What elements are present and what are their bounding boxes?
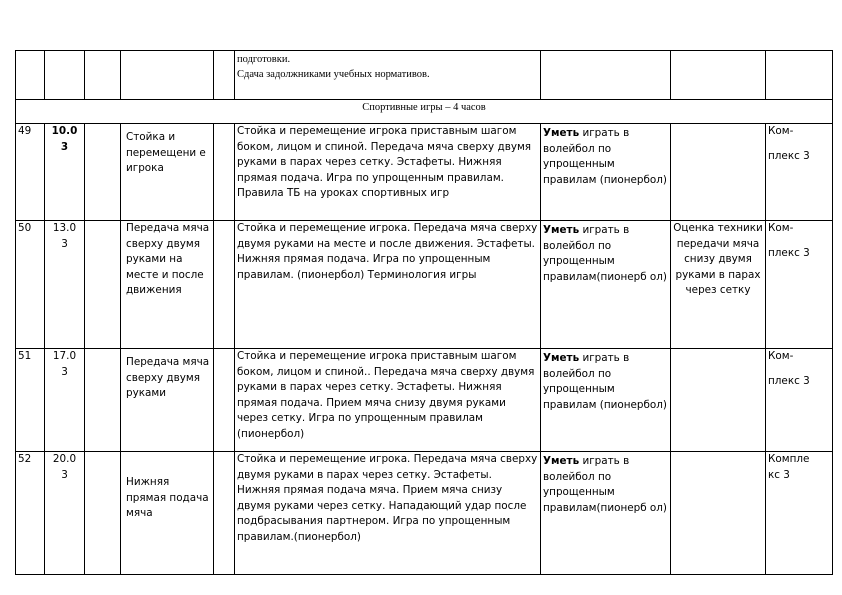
lesson-homework xyxy=(766,124,833,221)
lesson-number: 52 xyxy=(16,452,45,575)
cell-empty xyxy=(766,51,833,100)
lesson-content: Стойка и перемещение игрока. Передача мяча сверху двумя руками на месте и после движения. Эстафеты. Нижняя прямая подача. Игра по упрощенным правилам. (пионербол) Терминология игры xyxy=(235,221,541,349)
cell-empty xyxy=(214,51,235,100)
section-title: Спортивные игры – 4 часов xyxy=(16,100,833,124)
lesson-number: 50 xyxy=(16,221,45,349)
homework-line-1: Ком- xyxy=(768,350,794,362)
homework-line-2: плекс 3 xyxy=(768,374,810,387)
cell-empty xyxy=(214,452,235,575)
lesson-topic-cell xyxy=(121,124,214,221)
table-row xyxy=(16,452,833,575)
lesson-content: Стойка и перемещение игрока приставным шагом боком, лицом и спиной.. Передача мяча сверху двумя руками в парах через сетку. Эстафеты. Нижняя прямая подача. Прием мяча снизу двумя руками через сетку. Игра по упрощенным правилам (пионербол) xyxy=(235,349,541,452)
requirements-text: играть в волейбол по упрощенным правилам (пионербол) xyxy=(543,352,667,411)
lesson-control xyxy=(671,124,766,221)
cell-empty xyxy=(214,221,235,349)
cell-empty xyxy=(85,51,121,100)
table-row xyxy=(16,124,833,221)
requirements-text: играть в волейбол по упрощенным правилам(пионерб ол) xyxy=(543,224,667,283)
homework-line-1: Компле xyxy=(768,453,810,465)
lesson-topic-cell xyxy=(121,349,214,452)
continuation-content-cell xyxy=(235,51,541,100)
cell-empty xyxy=(121,51,214,100)
lesson-date-line-1: 10.0 xyxy=(51,125,78,137)
requirements-keyword: Уметь xyxy=(543,352,580,364)
lesson-date xyxy=(45,452,85,575)
table-row xyxy=(16,221,833,349)
requirements-keyword: Уметь xyxy=(543,455,580,467)
requirements-text: играть в волейбол по упрощенным правилам(пионерб ол) xyxy=(543,455,667,514)
lesson-date-line-2: 3 xyxy=(61,365,68,378)
cell-empty xyxy=(214,349,235,452)
lesson-plan-table xyxy=(15,50,833,575)
cell-empty xyxy=(85,124,121,221)
lesson-control xyxy=(671,452,766,575)
lesson-number: 49 xyxy=(16,124,45,221)
cell-empty xyxy=(45,51,85,100)
requirements-text: играть в волейбол по упрощенным правилам (пионербол) xyxy=(543,127,667,186)
lesson-number: 51 xyxy=(16,349,45,452)
lesson-requirements xyxy=(541,124,671,221)
homework-line-2: плекс 3 xyxy=(768,149,810,162)
homework-line-2: плекс 3 xyxy=(768,246,810,259)
cell-empty xyxy=(541,51,671,100)
lesson-control: Оценка техники передачи мяча снизу двумя руками в парах через сетку xyxy=(671,221,766,349)
lesson-requirements xyxy=(541,452,671,575)
lesson-topic: Нижняя прямая подача мяча xyxy=(126,476,209,519)
cell-empty xyxy=(671,51,766,100)
cell-empty xyxy=(85,452,121,575)
lesson-content: Стойка и перемещение игрока приставным шагом боком, лицом и спиной. Передача мяча сверху двумя руками в парах через сетку. Эстафеты. Нижняя прямая подача. Игра по упрощенным правилам. Правила ТБ на уроках спортивных игр xyxy=(235,124,541,221)
lesson-date-line-1: 13.0 xyxy=(52,222,77,234)
lesson-homework xyxy=(766,452,833,575)
lesson-homework xyxy=(766,221,833,349)
homework-line-1: Ком- xyxy=(768,125,794,137)
lesson-date xyxy=(45,349,85,452)
continuation-line-1: подготовки. xyxy=(237,54,291,65)
lesson-requirements xyxy=(541,221,671,349)
lesson-content: Стойка и перемещение игрока. Передача мяча сверху двумя руками в парах через сетку. Эстафеты. Нижняя прямая подача мяча. Прием мяча снизу двумя руками через сетку. Нападающий удар после подбрасывания партнером. Игра по упрощенным правилам.(пионербол) xyxy=(235,452,541,575)
lesson-control xyxy=(671,349,766,452)
lesson-topic: Передача мяча сверху двумя руками xyxy=(126,356,210,399)
cell-empty xyxy=(85,349,121,452)
lesson-date-line-1: 20.0 xyxy=(52,453,77,465)
cell-empty xyxy=(16,51,45,100)
cell-empty xyxy=(85,221,121,349)
lesson-date-line-2: 3 xyxy=(61,468,68,481)
lesson-topic: Стойка и перемещени е игрока xyxy=(126,131,206,174)
homework-line-2: кс 3 xyxy=(768,468,790,481)
lesson-homework xyxy=(766,349,833,452)
lesson-date-line-1: 17.0 xyxy=(52,350,77,362)
lesson-requirements xyxy=(541,349,671,452)
lesson-date xyxy=(45,124,85,221)
lesson-topic: Передача мяча сверху двумя руками на месте и после движения xyxy=(126,222,210,296)
lesson-topic-cell xyxy=(121,221,214,349)
table-row xyxy=(16,349,833,452)
requirements-keyword: Уметь xyxy=(543,127,580,139)
lesson-date-line-2: 3 xyxy=(61,237,68,250)
lesson-topic-cell xyxy=(121,452,214,575)
lesson-date-line-2: 3 xyxy=(60,140,69,153)
table-row-continuation xyxy=(16,51,833,100)
lesson-date xyxy=(45,221,85,349)
continuation-line-2: Сдача задолжниками учебных нормативов. xyxy=(237,69,430,80)
cell-empty xyxy=(214,124,235,221)
requirements-keyword: Уметь xyxy=(543,224,580,236)
homework-line-1: Ком- xyxy=(768,222,794,234)
section-header-row xyxy=(16,100,833,124)
